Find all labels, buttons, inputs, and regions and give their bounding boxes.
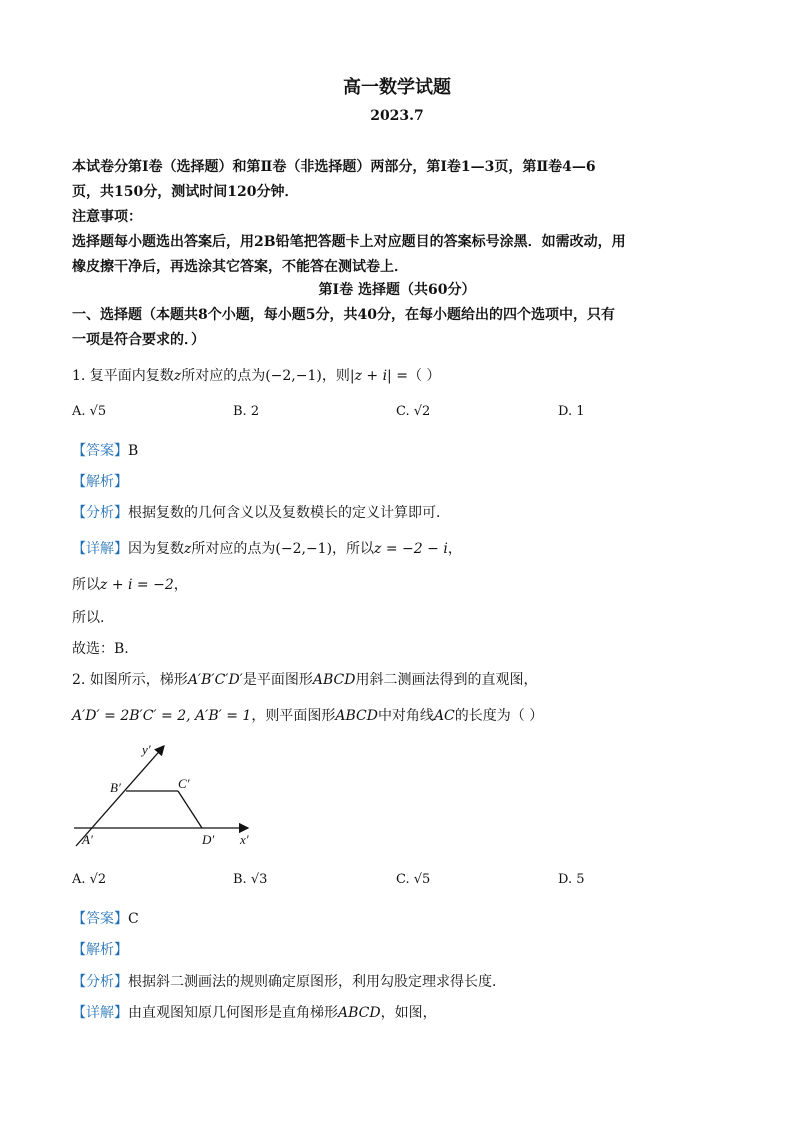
label-c: C′: [178, 776, 190, 791]
label-a: A′: [82, 832, 93, 847]
q1-point: (−2,−1): [265, 368, 322, 384]
q2-fenxi-text: 根据斜二测画法的规则确定原图形，利用勾股定理求得长度．: [128, 974, 506, 990]
q1-xiangjie-var: z: [184, 541, 192, 557]
q1-answer: [72, 440, 138, 460]
q2-xiangjie: [72, 1002, 437, 1022]
q1-xiangjie-d: ，: [447, 541, 462, 557]
intro-line-2: 页，共150分，测试时间120分钟．: [72, 184, 299, 200]
q1-step-3: 所以.: [72, 610, 105, 626]
q2-xiangjie-fig: ABCD: [338, 1005, 381, 1021]
q1-xiangjie-a: 因为复数: [128, 541, 184, 557]
q2-condition-expr: A′D′ = 2B′C′ = 2, A′B′ = 1: [72, 708, 252, 724]
q2-condition-b: 中对角线: [377, 708, 434, 724]
q2-condition-c: 的长度为（ ）: [454, 708, 544, 724]
q1-expression: |z + i| =: [349, 368, 408, 384]
q1-fenxi-tag: 【分析】: [72, 505, 128, 521]
q2-xiangjie-b: ，如图，: [380, 1005, 437, 1021]
q1-option-b: B. 2: [233, 404, 260, 419]
label-b: B′: [110, 780, 121, 795]
q1-xiangjie-c: ，所以: [332, 541, 375, 557]
q1-var-z: z: [173, 368, 182, 384]
q2-answer: [72, 908, 139, 928]
q2-answer-value: C: [128, 911, 139, 927]
q1-xiangjie-b: 所对应的点为: [191, 541, 276, 557]
q2-trapezoid-figure: [60, 738, 270, 856]
q2-option-b: B. √3: [233, 872, 268, 887]
notice-title: 注意事项：: [72, 209, 142, 225]
section1-line-1: 一、选择题（本题共8个小题，每小题5分，共40分，在每小题给出的四个选项中，只有: [72, 307, 615, 323]
intro-line-1: 本试卷分第Ⅰ卷（选择题）和第Ⅱ卷（非选择题）两部分，第Ⅰ卷1—3页，第Ⅱ卷4—6: [72, 159, 596, 175]
q2-fenxi: [72, 971, 506, 991]
q1-xiangjie-tag: 【详解】: [72, 541, 128, 557]
q2-fenxi-tag: 【分析】: [72, 974, 128, 990]
q2-condition-a: ，则平面图形: [251, 708, 336, 724]
q1-xiangjie-expr: z = −2 − i: [374, 541, 448, 557]
q1-stem-text-b: 所对应的点为: [181, 368, 266, 384]
y-axis: [76, 746, 164, 846]
q1-option-c: C. √2: [396, 404, 431, 419]
part1-heading: 第Ⅰ卷 选择题（共60分）: [318, 282, 476, 298]
q1-answer-value: B: [128, 443, 139, 459]
q1-analysis-tag: 【解析】: [72, 474, 128, 490]
q2-xiangjie-tag: 【详解】: [72, 1005, 128, 1021]
q2-option-a: A. √2: [72, 872, 107, 887]
exam-date: 2023.7: [370, 108, 424, 124]
section1-line-2: 一项是符合要求的．）: [72, 332, 205, 348]
q1-step2-a: 所以: [72, 577, 100, 593]
page-title: 高一数学试题: [343, 77, 451, 98]
notice-line-2: 橡皮擦干净后，再选涂其它答案，不能答在测试卷上．: [72, 259, 408, 275]
q2-condition: [72, 705, 543, 725]
label-x: x′: [240, 832, 249, 847]
q2-stem-a: 2. 如图所示，梯形: [72, 672, 188, 688]
q1-option-a: A. √5: [72, 404, 107, 419]
q2-answer-tag: 【答案】: [72, 911, 128, 927]
q1-step-2: [72, 574, 188, 594]
q2-fig-1: A′B′C′D′: [187, 672, 243, 688]
q2-option-c: C. √5: [396, 872, 431, 887]
q2-condition-fig: ABCD: [335, 708, 378, 724]
q1-stem-text-a: 1. 复平面内复数: [72, 368, 174, 384]
q2-fig-2: ABCD: [312, 672, 356, 688]
q1-stem-text-c: ，则: [321, 368, 350, 384]
q1-stem: [72, 365, 440, 385]
q1-step2-b: ，: [173, 577, 188, 593]
q2-condition-seg: AC: [433, 708, 455, 724]
q1-xiangjie: [72, 538, 462, 558]
label-d: D′: [202, 832, 215, 847]
q1-option-d: D. 1: [558, 404, 585, 419]
q2-stem-c: 用斜二测画法得到的直观图，: [355, 672, 538, 688]
label-y: y′: [142, 742, 151, 757]
q1-fenxi: [72, 502, 450, 522]
q2-analysis-tag: 【解析】: [72, 942, 128, 958]
segment-c-d: [178, 791, 202, 828]
notice-line-1: 选择题每小题选出答案后，用2B铅笔把答题卡上对应题目的答案标号涂黑．如需改动，用: [72, 234, 626, 250]
q1-answer-tag: 【答案】: [72, 443, 128, 459]
q1-xiangjie-point: (−2,−1): [275, 541, 333, 557]
q2-xiangjie-a: 由直观图知原几何图形是直角梯形: [128, 1005, 338, 1021]
q2-option-d: D. 5: [558, 872, 585, 887]
q1-answer-paren: （ ）: [407, 368, 441, 384]
q2-stem: [72, 669, 537, 689]
q1-conclusion: 故选：B.: [72, 641, 129, 657]
q1-fenxi-text: 根据复数的几何含义以及复数模长的定义计算即可．: [128, 505, 450, 521]
q2-stem-b: 是平面图形: [242, 672, 313, 688]
q1-step2-expr: z + i = −2: [100, 577, 174, 593]
